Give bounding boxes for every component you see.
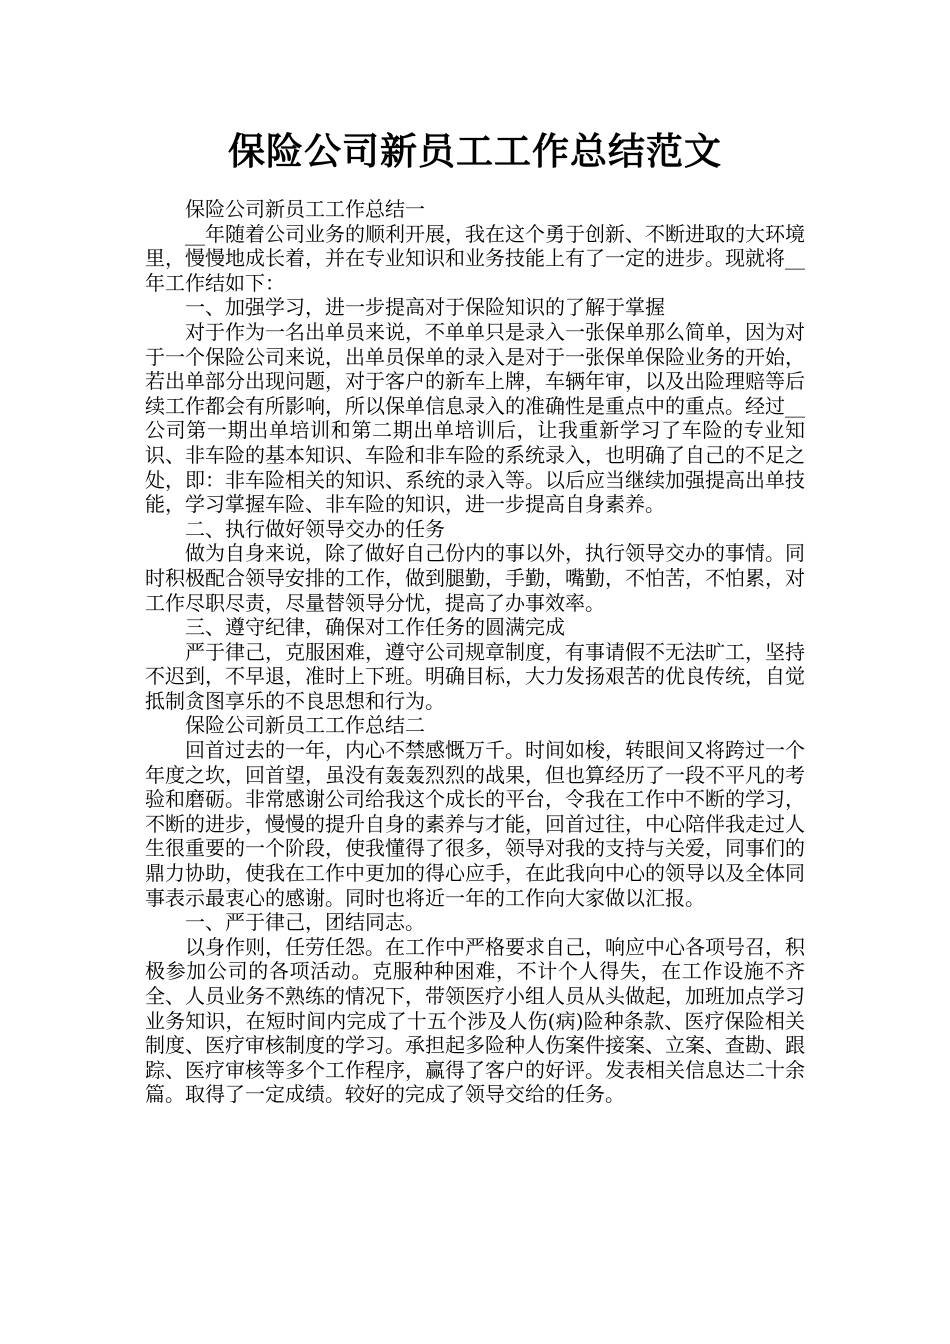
section-heading: 二、执行做好领导交办的任务 [185,516,445,541]
body-paragraph: 以身作则，任劳任怨。在工作中严格要求自己，响应中心各项号召，积极参加公司的各项活动。克服种种困难，不计个人得失，在工作设施不齐全、人员业务不熟练的情况下，带领医疗小组人员从头做起，加班加点学习业务知识，在短时间内完成了十五个涉及人伤(病)险种条款、医疗保险相关制度、医疗审核制度的学习。承担起多险种人伤案件接案、立案、查勘、跟踪、医疗审核等多个工作程序，赢得了客户的好评。发表相关信息达二十余篇。取得了一定成绩。较好的完成了领导交给的任务。 [145,934,805,1107]
section-heading: 保险公司新员工工作总结二 [185,713,425,738]
body-paragraph: __年随着公司业务的顺利开展，我在这个勇于创新、不断进取的大环境里，慢慢地成长着，并在专业知识和业务技能上有了一定的进步。现就将__年工作结如下： [145,221,805,295]
body-paragraph: 做为自身来说，除了做好自己份内的事以外，执行领导交办的事情。同时积极配合领导安排的工作，做到腿勤，手勤，嘴勤，不怕苦，不怕累，对工作尽职尽责，尽量替领导分忧，提高了办事效率。 [145,541,805,615]
section-heading: 一、严于律己，团结同志。 [185,910,425,935]
body-paragraph: 对于作为一名出单员来说，不单单只是录入一张保单那么简单，因为对于一个保险公司来说，出单员保单的录入是对于一张保单保险业务的开始，若出单部分出现问题，对于客户的新车上牌，车辆年审，以及出险理赔等后续工作都会有所影响，所以保单信息录入的准确性是重点中的重点。经过__公司第一期出单培训和第二期出单培训后，让我重新学习了车险的专业知识、非车险的基本知识、车险和非车险的系统录入，也明确了自己的不足之处，即：非车险相关的知识、系统的录入等。以后应当继续加强提高出单技能，学习掌握车险、非车险的知识，进一步提高自身素养。 [145,319,805,517]
body-paragraph: 严于律己，克服困难，遵守公司规章制度，有事请假不无法旷工，坚持不迟到，不早退，准时上下班。明确目标，大力发扬艰苦的优良传统，自觉抵制贪图享乐的不良思想和行为。 [145,639,805,713]
section-heading: 保险公司新员工工作总结一 [185,197,425,221]
section-heading: 三、遵守纪律，确保对工作任务的圆满完成 [185,615,565,640]
body-paragraph: 回首过去的一年，内心不禁感慨万千。时间如梭，转眼间又将跨过一个年度之坎，回首望，虽没有轰轰烈烈的战果，但也算经历了一段不平凡的考验和磨砺。非常感谢公司给我这个成长的平台，令我在工作中不断的学习，不断的进步，慢慢的提升自身的素养与才能，回首过往，中心陪伴我走过人生很重要的一个阶段，使我懂得了很多，领导对我的支持与关爱，同事们的鼎力协助，使我在工作中更加的得心应手，在此我向中心的领导以及全体同事表示最衷心的感谢。同时也将近一年的工作向大家做以汇报。 [145,738,805,910]
section-heading: 一、加强学习，进一步提高对于保险知识的了解于掌握 [185,295,665,320]
document-title: 保险公司新员工工作总结范文 [228,130,722,173]
document-body [145,197,805,1107]
